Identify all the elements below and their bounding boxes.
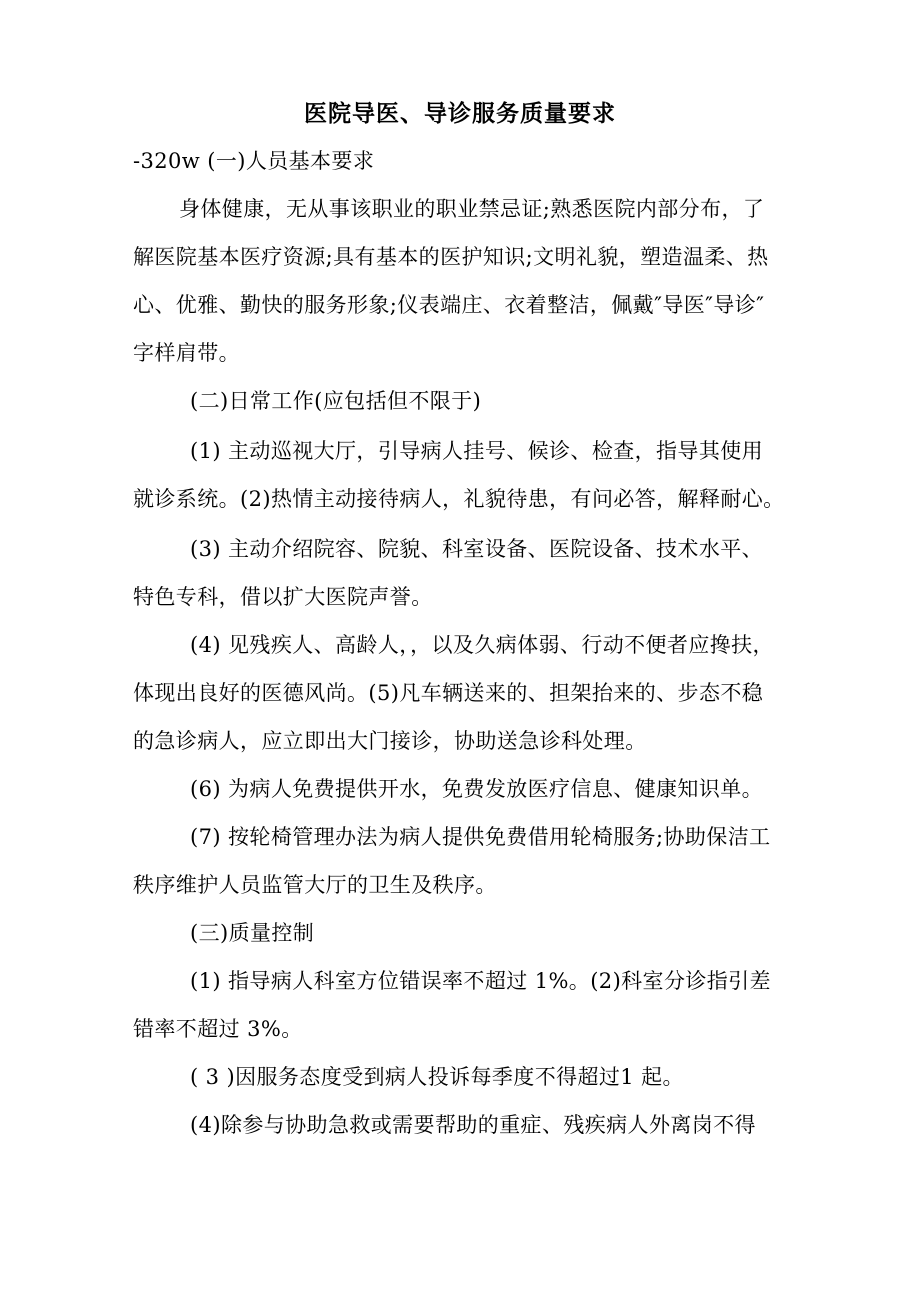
paragraph-line: 的急诊病人，应立即出大门接诊，协助送急诊科处理。 (133, 729, 647, 753)
paragraph-line: (3) 主动介绍院容、院貌、科室设备、医院设备、技术水平、 (190, 537, 764, 561)
paragraph-line: 特色专科，借以扩大医院声誉。 (133, 585, 433, 609)
paragraph-line: (1) 主动巡视大厅，引导病人挂号、候诊、检查，指导其使用 (190, 439, 764, 463)
paragraph-line: (7) 按轮椅管理办法为病人提供免费借用轮椅服务;协助保洁工 (190, 825, 771, 849)
paragraph-line: 秩序维护人员监管大厅的卫生及秩序。 (133, 873, 497, 897)
paragraph-line: (4)除参与协助急救或需要帮助的重症、残疾病人外离岗不得 (190, 1113, 756, 1137)
document-title: 医院导医、导诊服务质量要求 (304, 101, 616, 127)
section-heading-2: (二)日常工作(应包括但不限于) (190, 389, 482, 413)
paragraph-line: 体现出良好的医德风尚。(5)凡车辆送来的、担架抬来的、步态不稳 (133, 681, 764, 705)
paragraph-line: ( 3 )因服务态度受到病人投诉每季度不得超过1 起。 (190, 1065, 684, 1089)
paragraph-line: 身体健康，无从事该职业的职业禁忌证;熟悉医院内部分布，了 (179, 197, 765, 221)
paragraph-line: (6) 为病人免费提供开水，免费发放医疗信息、健康知识单。 (190, 777, 764, 801)
paragraph-line: (1) 指导病人科室方位错误率不超过 1%。(2)科室分诊指引差 (190, 969, 771, 993)
paragraph-line: 解医院基本医疗资源;具有基本的医护知识;文明礼貌，塑造温柔、热 (133, 245, 769, 269)
section-heading-1: -320w (一)人员基本要求 (133, 149, 375, 173)
paragraph-line: 错率不超过 3%。 (133, 1017, 303, 1041)
paragraph-line: 字样肩带。 (133, 341, 240, 365)
section-heading-3: (三)质量控制 (190, 921, 315, 945)
paragraph-line: 心、优雅、勤快的服务形象;仪表端庄、衣着整洁，佩戴″导医″导诊″ (133, 293, 765, 317)
paragraph-line: 就诊系统。(2)热情主动接待病人，礼貌待患，有问必答，解释耐心。 (133, 487, 785, 511)
paragraph-line: (4) 见残疾人、高龄人，，以及久病体弱、行动不便者应搀扶， (190, 633, 774, 657)
